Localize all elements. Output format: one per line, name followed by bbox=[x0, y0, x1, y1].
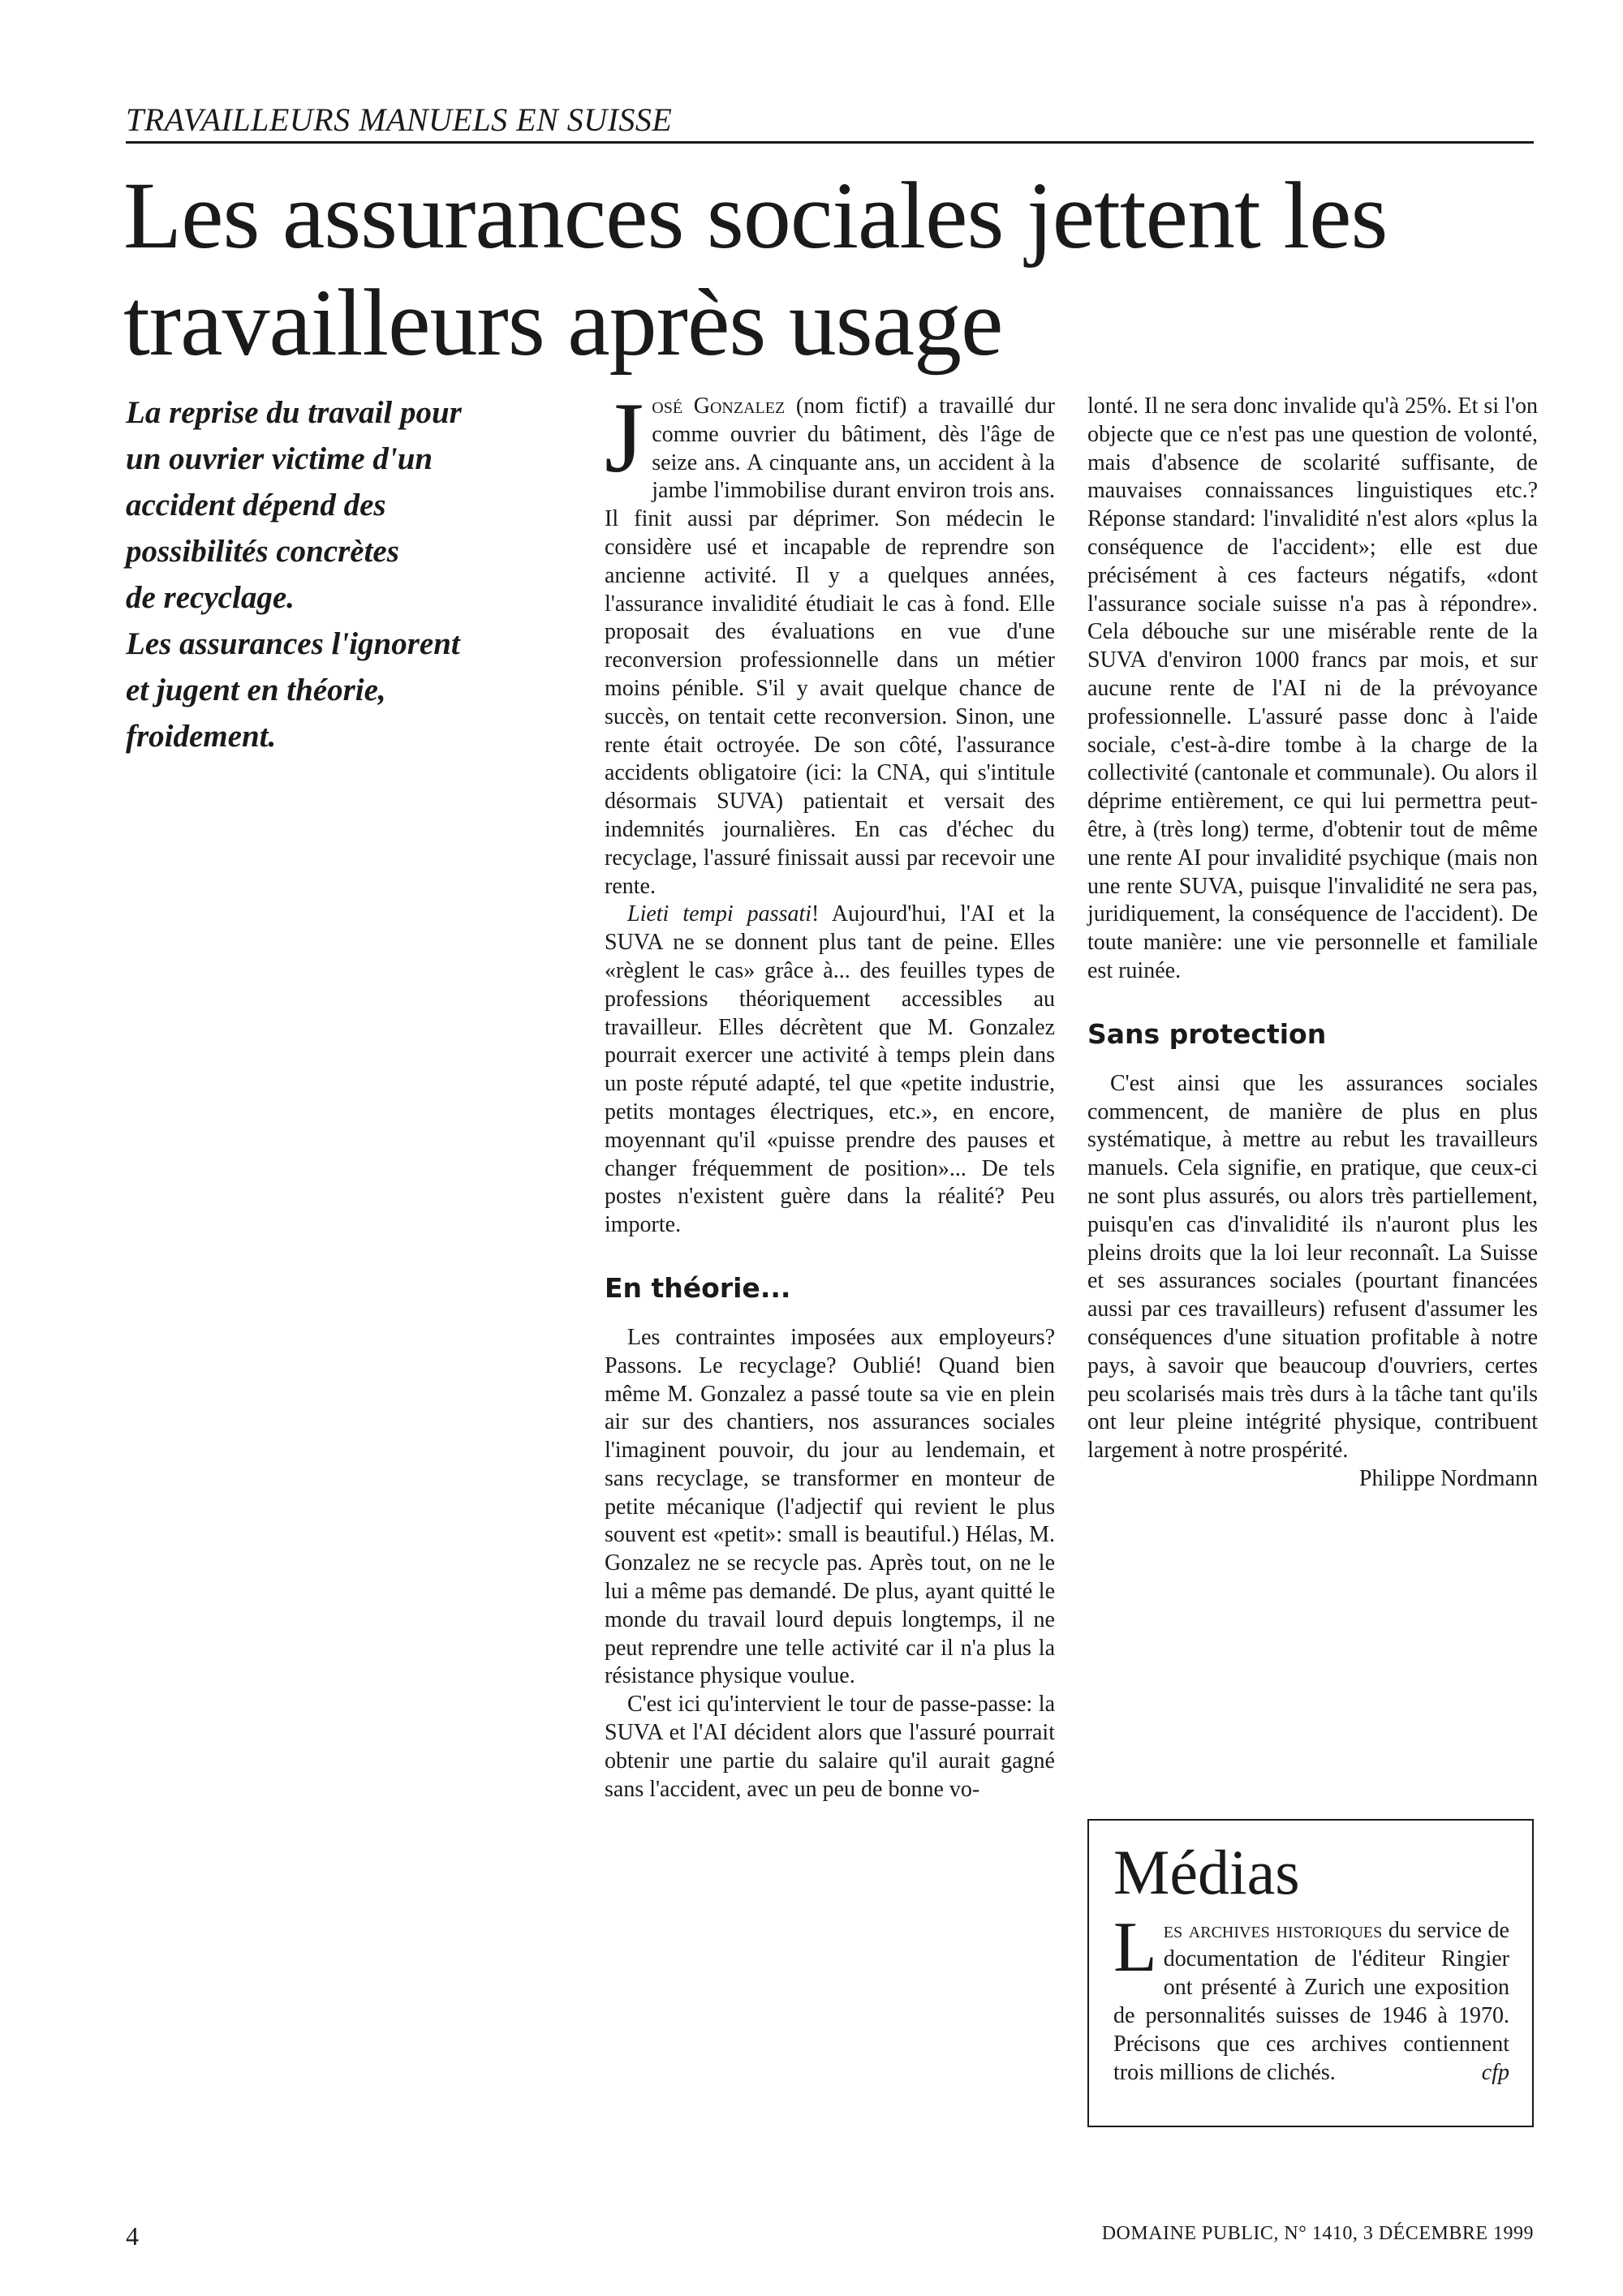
opening-smallcaps: osé Gonzalez bbox=[652, 393, 786, 419]
medias-title: Médias bbox=[1113, 1837, 1300, 1907]
lede-line: accident dépend des bbox=[126, 488, 386, 522]
italic-phrase: Lieti tempi passati bbox=[627, 901, 812, 927]
lede-line: La reprise du travail pour bbox=[126, 395, 462, 430]
drop-cap: J bbox=[605, 382, 644, 493]
article-column-2 bbox=[1087, 393, 1538, 1494]
paragraph-text: (nom fictif) a travaillé dur comme ouvrier du bâtiment, dès l'âge de seize ans. A cinquante ans, un accident à la jambe l'immobilise durant environ trois ans. Il finit aussi par déprimer. Son médecin le considère usé et incapable de reprendre son ancienne activité. Il y a quelques années, l'assurance invalidité étudiait le cas à fond. Elle proposait des évaluations en vue d'une reconversion professionnelle dans un métier moins pénible. S'il y avait quelque chance de succès, on tentait cette reconversion. Sinon, une rente était octroyée. De son côté, l'assurance accidents obligatoire (ici: la CNA, qui s'intitule désormais SUVA) patientait et versait des indemnités journalières. En cas d'échec du recyclage, l'assuré finissait aussi par recevoir une rente. bbox=[605, 393, 1055, 899]
article-paragraph bbox=[605, 901, 1055, 1240]
medias-signature: cfp bbox=[1481, 2060, 1509, 2085]
publication-footer: DOMAINE PUBLIC, N° 1410, 3 DÉCEMBRE 1999 bbox=[1101, 2223, 1534, 2244]
medias-body bbox=[1113, 1908, 1509, 2087]
medias-sidebar-box bbox=[1087, 1819, 1534, 2127]
medias-text: du service de documentation de l'éditeur Ringier ont présenté à Zurich une exposition de personnalités suisses de 1946 à 1970. Précisons que ces archives contiennent trois millions de clichés. bbox=[1113, 1918, 1509, 2085]
section-kicker: TRAVAILLEURS MANUELS EN SUISSE bbox=[126, 101, 1534, 144]
article-paragraph: C'est ici qu'intervient le tour de passe-passe: la SUVA et l'AI décident alors que l'assuré pourrait obtenir une partie du salaire qu'il aurait gagné sans l'accident, avec un peu de bonne vo- bbox=[605, 1692, 1055, 1802]
lede-line: de recyclage. bbox=[126, 580, 295, 615]
subhead-en-theorie: En théorie... bbox=[605, 1271, 791, 1304]
article-headline: Les assurances sociales jettent les travailleurs après usage bbox=[123, 162, 1388, 376]
lede-line: possibilités concrètes bbox=[126, 534, 399, 569]
article-paragraph: C'est ainsi que les assurances sociales commencent, de manière de plus en plus systématique, à mettre au rebut les travailleurs manuels. Cela signifie, en pratique, que ceux-ci ne sont plus assurés, ou alors très partiellement, puisqu'en cas d'invalidité ils n'auront plus les pleins droits que la loi leur reconnaît. La Suisse et ses assurances sociales (pourtant financées aussi par ces travailleurs) refusent d'assumer les conséquences d'une situation profitable à notre pays, à savoir que beaucoup d'ouvriers, certes peu scolarisés mais très durs à la tâche tant qu'ils ont leur pleine intégrité physique, contribuent largement à notre prospérité. bbox=[1087, 1070, 1538, 1464]
lede-line: un ouvrier victime d'un bbox=[126, 441, 433, 476]
lede-line: froidement. bbox=[126, 719, 277, 754]
article-lede bbox=[126, 389, 548, 759]
article-column-1 bbox=[605, 382, 1055, 1804]
paragraph-text: ! Aujourd'hui, l'AI et la SUVA ne se donnent plus tant de peine. Elles «règlent le cas» grâce à... des feuilles types de professions théoriquement accessibles au travailleur. Elles décrètent que M. Gonzalez pourrait exercer une activité à temps plein dans un poste réputé adapté, tel que «petite industrie, petits montages électriques, etc.», en encore, moyennant qu'il «puisse prendre des pauses et changer fréquemment de position»... De tels postes n'existent guère dans la réalité? Peu importe. bbox=[605, 901, 1055, 1238]
article-paragraph bbox=[605, 382, 1055, 901]
lede-line: et jugent en théorie, bbox=[126, 673, 386, 707]
subhead-sans-protection: Sans protection bbox=[1087, 1017, 1327, 1050]
article-paragraph: lonté. Il ne sera donc invalide qu'à 25%. Et si l'on objecte que ce n'est pas une question de volonté, mais d'absence de scolarité suffisante, de mauvaises connaissances linguistiques etc.? Réponse standard: l'invalidité n'est alors «plus la conséquence de l'accident»; elle est due précisément à ces facteurs négatifs, «dont l'assurance sociale suisse n'a pas à répondre». Cela débouche sur une misérable rente de la SUVA d'environ 1000 francs par mois, et sur aucune rente de l'AI ni de la prévoyance professionnelle. L'assuré passe donc à l'aide sociale, c'est-à-dire tombe à la charge de la collectivité (cantonale et communale). Ou alors il déprime entièrement, ce qui lui permettra peut-être, à (très long) terme, d'obtenir tout de même une rente AI pour invalidité psychique (mais non une rente SUVA, puisque l'invalidité ne sera pas, juridiquement, la conséquence de l'accident). De toute manière: une vie personnelle et familiale est ruinée. bbox=[1087, 393, 1538, 983]
page-number: 4 bbox=[126, 2221, 139, 2251]
opening-smallcaps: es archives historiques bbox=[1163, 1918, 1383, 1943]
article-paragraph: Les contraintes imposées aux employeurs? Passons. Le recyclage? Oublié! Quand bien même M. Gonzalez a passé toute sa vie en plein air sur des chantiers, nos assurances sociales l'imaginent pouvoir, du jour au lendemain, et sans recyclage, se transformer en monteur de petite mécanique (l'adjectif qui revient le plus souvent est «petit»: small is beautiful.) Hélas, M. Gonzalez ne se recycle pas. Après tout, on ne le lui a même pas demandé. De plus, ayant quitté le monde du travail lourd depuis longtemps, il ne peut reprendre une telle activité car il n'a plus la résistance physique voulue. bbox=[605, 1324, 1055, 1689]
lede-line: Les assurances l'ignorent bbox=[126, 626, 460, 661]
drop-cap: L bbox=[1113, 1908, 1157, 1987]
author-signature: Philippe Nordmann bbox=[1358, 1465, 1538, 1491]
